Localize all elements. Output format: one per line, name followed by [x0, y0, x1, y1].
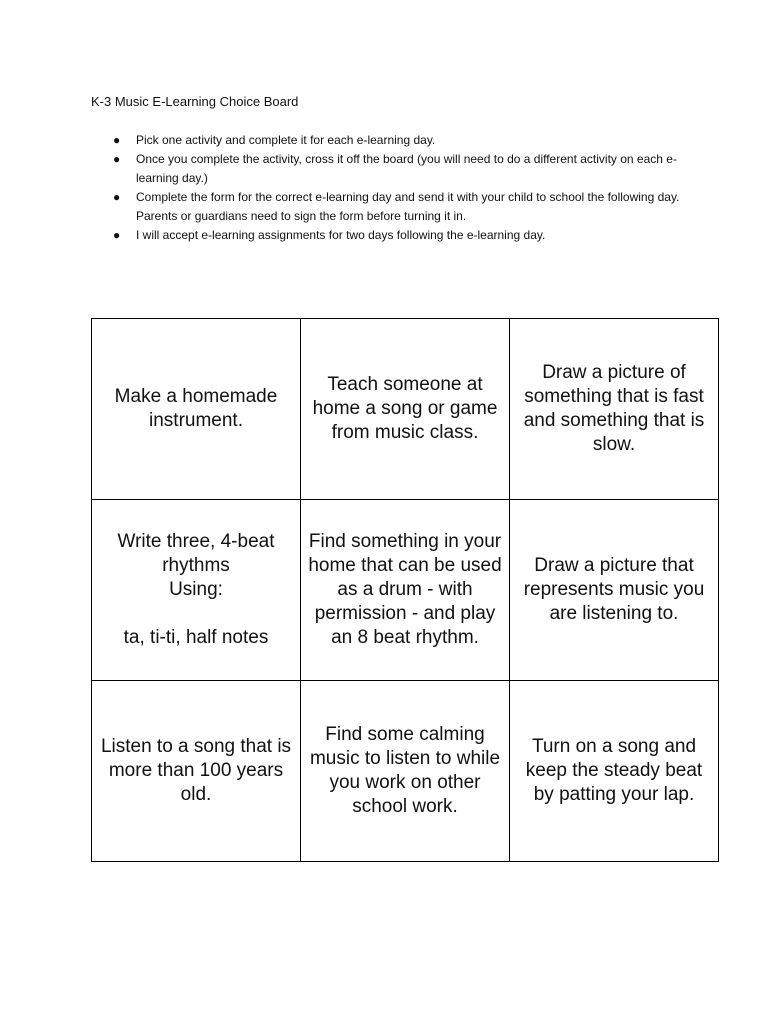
bullet-icon: ● — [113, 133, 121, 147]
board-row — [92, 681, 719, 862]
board-cell: Write three, 4-beat rhythms Using: ta, ti-ti, half notes — [92, 500, 301, 681]
instructions-list — [113, 131, 683, 245]
instruction-text: Once you complete the activity, cross it off the board (you will need to do a different activity on each e-learning day.) — [136, 152, 677, 185]
bullet-icon: ● — [113, 152, 121, 166]
instruction-text: I will accept e-learning assignments for two days following the e-learning day. — [136, 228, 546, 242]
board-cell: Teach someone at home a song or game from music class. — [301, 319, 510, 500]
instruction-item — [113, 150, 683, 188]
board-cell: Make a homemade instrument. — [92, 319, 301, 500]
instruction-item — [113, 188, 683, 226]
choice-board-table — [91, 318, 719, 862]
board-cell: Draw a picture that represents music you are listening to. — [510, 500, 719, 681]
instruction-text: Complete the form for the correct e-learning day and send it with your child to school the following day. Parents or guardians need to sign the form before turning it in. — [136, 190, 680, 223]
board-row — [92, 500, 719, 681]
board-cell: Turn on a song and keep the steady beat by patting your lap. — [510, 681, 719, 862]
board-cell: Find some calming music to listen to while you work on other school work. — [301, 681, 510, 862]
board-cell: Find something in your home that can be used as a drum - with permission - and play an 8 beat rhythm. — [301, 500, 510, 681]
board-row — [92, 319, 719, 500]
page-title: K-3 Music E-Learning Choice Board — [91, 94, 299, 109]
bullet-icon: ● — [113, 190, 121, 204]
instruction-text: Pick one activity and complete it for each e-learning day. — [136, 133, 436, 147]
instruction-item — [113, 131, 683, 150]
instruction-item — [113, 226, 683, 245]
bullet-icon: ● — [113, 228, 121, 242]
board-cell: Listen to a song that is more than 100 years old. — [92, 681, 301, 862]
board-cell: Draw a picture of something that is fast and something that is slow. — [510, 319, 719, 500]
